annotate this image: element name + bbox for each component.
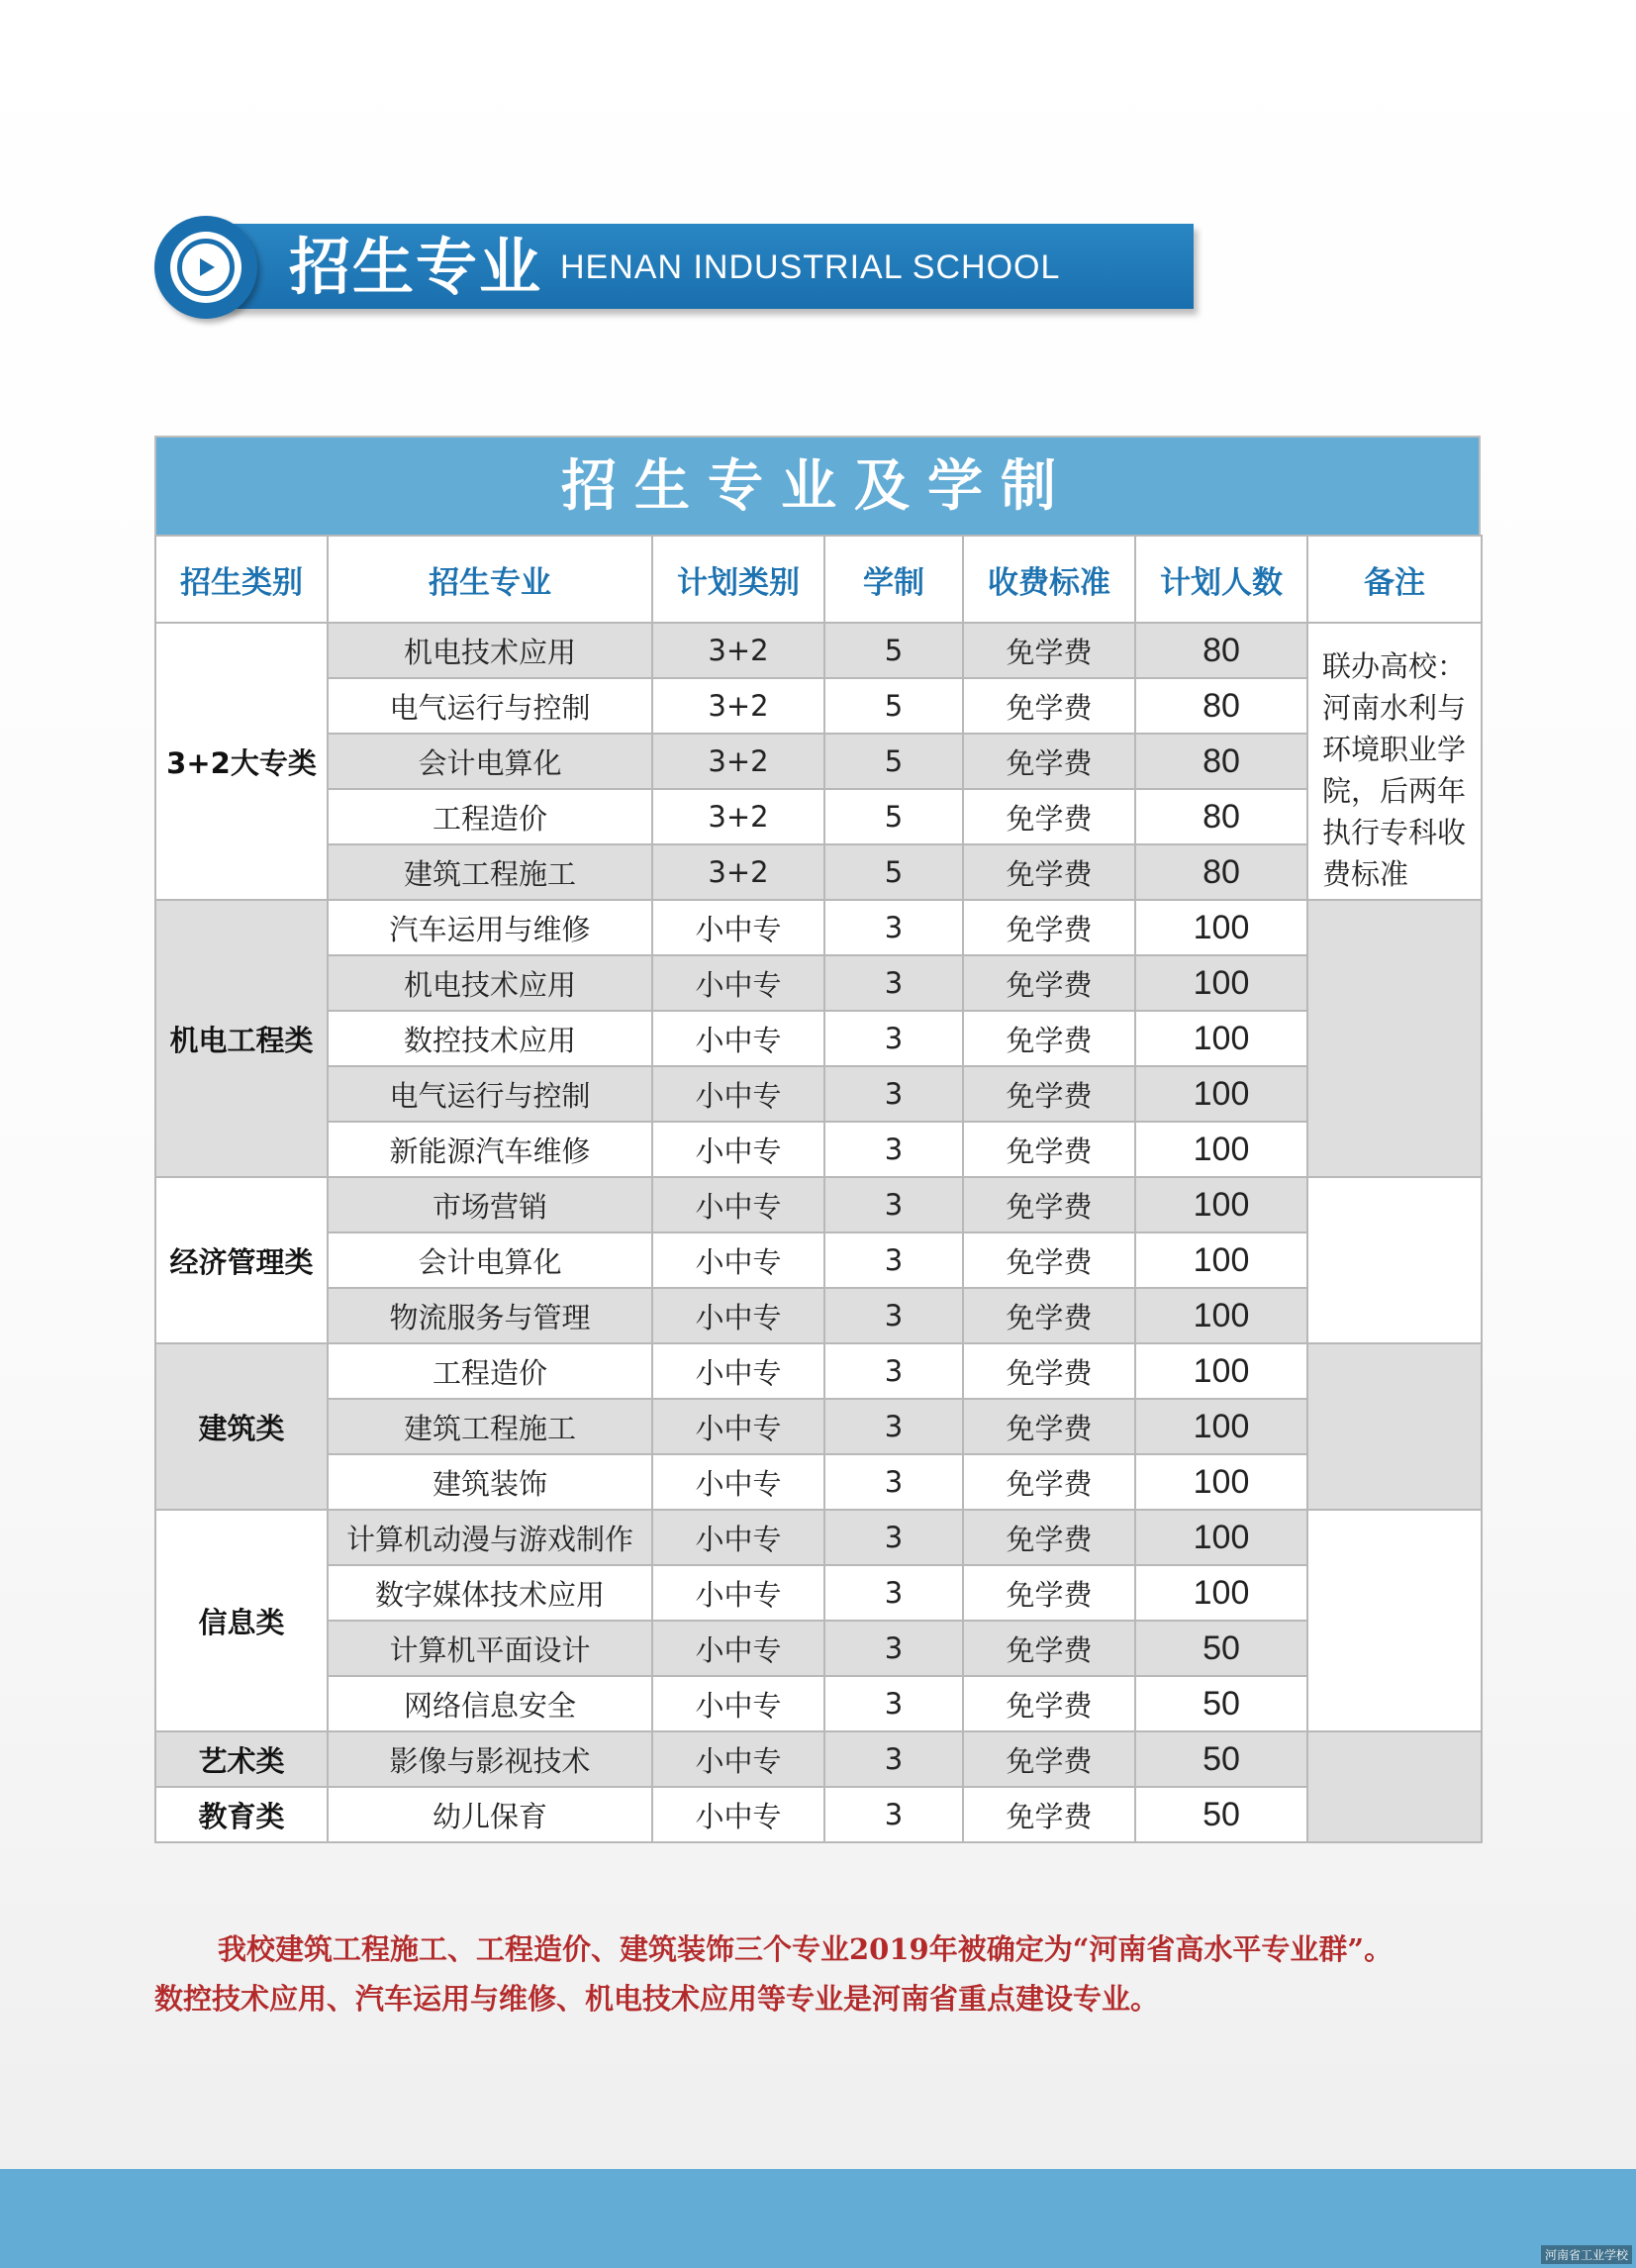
years-cell: 3 xyxy=(824,1731,963,1787)
major-cell: 影像与影视技术 xyxy=(328,1731,652,1787)
fee-cell: 免学费 xyxy=(963,1787,1135,1842)
plan-cell: 小中专 xyxy=(652,1510,824,1565)
table-row xyxy=(155,1177,1482,1233)
plan-cell: 小中专 xyxy=(652,1122,824,1177)
count-cell: 100 xyxy=(1135,955,1307,1011)
major-cell: 物流服务与管理 xyxy=(328,1288,652,1343)
category-cell: 3+2大专类 xyxy=(155,623,328,900)
major-cell: 网络信息安全 xyxy=(328,1676,652,1731)
years-cell: 3 xyxy=(824,1510,963,1565)
table-row xyxy=(155,734,1482,789)
table-row xyxy=(155,623,1482,678)
fee-cell: 免学费 xyxy=(963,900,1135,955)
major-cell: 市场营销 xyxy=(328,1177,652,1233)
plan-cell: 小中专 xyxy=(652,955,824,1011)
fee-cell: 免学费 xyxy=(963,1122,1135,1177)
count-cell: 100 xyxy=(1135,1454,1307,1510)
count-cell: 50 xyxy=(1135,1787,1307,1842)
fee-cell: 免学费 xyxy=(963,1454,1135,1510)
plan-cell: 小中专 xyxy=(652,1731,824,1787)
bottom-bar xyxy=(0,2169,1636,2268)
table-title: 招生专业及学制 xyxy=(154,436,1481,535)
plan-cell: 3+2 xyxy=(652,678,824,734)
major-cell: 计算机动漫与游戏制作 xyxy=(328,1510,652,1565)
table-row xyxy=(155,1565,1482,1621)
watermark: 河南省工业学校 xyxy=(1541,2245,1632,2264)
category-cell: 艺术类 xyxy=(155,1731,328,1787)
major-cell: 建筑工程施工 xyxy=(328,1399,652,1454)
fee-cell: 免学费 xyxy=(963,1399,1135,1454)
header-count: 计划人数 xyxy=(1135,536,1307,623)
header-note: 备注 xyxy=(1307,536,1482,623)
major-cell: 会计电算化 xyxy=(328,1233,652,1288)
table-row xyxy=(155,1454,1482,1510)
header-plan-type: 计划类别 xyxy=(652,536,824,623)
note-cell-empty xyxy=(1307,1510,1482,1731)
category-cell: 教育类 xyxy=(155,1787,328,1842)
table-header-row xyxy=(155,536,1482,623)
table-row xyxy=(155,1731,1482,1787)
note-cell-empty xyxy=(1307,900,1482,1177)
count-cell: 80 xyxy=(1135,844,1307,900)
table-row xyxy=(155,1011,1482,1066)
count-cell: 100 xyxy=(1135,1510,1307,1565)
table-row xyxy=(155,1787,1482,1842)
table-row xyxy=(155,1510,1482,1565)
years-cell: 3 xyxy=(824,1288,963,1343)
table-row xyxy=(155,1233,1482,1288)
plan-cell: 小中专 xyxy=(652,1621,824,1676)
fee-cell: 免学费 xyxy=(963,734,1135,789)
header-fee: 收费标准 xyxy=(963,536,1135,623)
years-cell: 3 xyxy=(824,1787,963,1842)
years-cell: 5 xyxy=(824,678,963,734)
years-cell: 5 xyxy=(824,789,963,844)
fee-cell: 免学费 xyxy=(963,789,1135,844)
fee-cell: 免学费 xyxy=(963,678,1135,734)
years-cell: 3 xyxy=(824,1676,963,1731)
count-cell: 100 xyxy=(1135,1288,1307,1343)
years-cell: 3 xyxy=(824,1454,963,1510)
category-cell: 信息类 xyxy=(155,1510,328,1731)
plan-cell: 3+2 xyxy=(652,623,824,678)
table-row xyxy=(155,789,1482,844)
fee-cell: 免学费 xyxy=(963,1288,1135,1343)
table-row xyxy=(155,1676,1482,1731)
fee-cell: 免学费 xyxy=(963,1731,1135,1787)
major-cell: 幼儿保育 xyxy=(328,1787,652,1842)
header-category: 招生类别 xyxy=(155,536,328,623)
count-cell: 100 xyxy=(1135,1343,1307,1399)
table-row xyxy=(155,1122,1482,1177)
count-cell: 100 xyxy=(1135,1233,1307,1288)
fee-cell: 免学费 xyxy=(963,955,1135,1011)
count-cell: 100 xyxy=(1135,1565,1307,1621)
count-cell: 100 xyxy=(1135,1011,1307,1066)
fee-cell: 免学费 xyxy=(963,1066,1135,1122)
major-cell: 建筑装饰 xyxy=(328,1454,652,1510)
footer-note xyxy=(154,1924,1481,2023)
major-cell: 计算机平面设计 xyxy=(328,1621,652,1676)
plan-cell: 小中专 xyxy=(652,1011,824,1066)
fee-cell: 免学费 xyxy=(963,1343,1135,1399)
plan-cell: 小中专 xyxy=(652,1399,824,1454)
count-cell: 50 xyxy=(1135,1731,1307,1787)
category-cell: 建筑类 xyxy=(155,1343,328,1510)
enrollment-table-container xyxy=(154,436,1481,1843)
major-cell: 新能源汽车维修 xyxy=(328,1122,652,1177)
plan-cell: 小中专 xyxy=(652,1676,824,1731)
header-years: 学制 xyxy=(824,536,963,623)
table-row xyxy=(155,1621,1482,1676)
years-cell: 3 xyxy=(824,1565,963,1621)
years-cell: 3 xyxy=(824,1343,963,1399)
count-cell: 50 xyxy=(1135,1676,1307,1731)
count-cell: 80 xyxy=(1135,789,1307,844)
table-row xyxy=(155,1288,1482,1343)
banner-badge xyxy=(154,216,257,319)
fee-cell: 免学费 xyxy=(963,1011,1135,1066)
count-cell: 100 xyxy=(1135,1177,1307,1233)
years-cell: 3 xyxy=(824,1233,963,1288)
plan-cell: 小中专 xyxy=(652,1066,824,1122)
plan-cell: 3+2 xyxy=(652,789,824,844)
fee-cell: 免学费 xyxy=(963,1621,1135,1676)
plan-cell: 小中专 xyxy=(652,1177,824,1233)
plan-cell: 小中专 xyxy=(652,900,824,955)
note-cell: 联办高校：河南水利与环境职业学院，后两年执行专科收费标准 xyxy=(1307,623,1482,900)
table-row xyxy=(155,900,1482,955)
plan-cell: 3+2 xyxy=(652,844,824,900)
plan-cell: 小中专 xyxy=(652,1565,824,1621)
major-cell: 数控技术应用 xyxy=(328,1011,652,1066)
major-cell: 汽车运用与维修 xyxy=(328,900,652,955)
table-row xyxy=(155,1399,1482,1454)
category-cell: 机电工程类 xyxy=(155,900,328,1177)
fee-cell: 免学费 xyxy=(963,1510,1135,1565)
plan-cell: 小中专 xyxy=(652,1343,824,1399)
fee-cell: 免学费 xyxy=(963,623,1135,678)
count-cell: 100 xyxy=(1135,900,1307,955)
banner-title: 招生专业 xyxy=(289,231,543,303)
years-cell: 3 xyxy=(824,1066,963,1122)
banner-subtitle: HENAN INDUSTRIAL SCHOOL xyxy=(560,248,1061,286)
table-row xyxy=(155,1343,1482,1399)
plan-cell: 3+2 xyxy=(652,734,824,789)
fee-cell: 免学费 xyxy=(963,844,1135,900)
years-cell: 3 xyxy=(824,955,963,1011)
years-cell: 5 xyxy=(824,734,963,789)
fee-cell: 免学费 xyxy=(963,1565,1135,1621)
fee-cell: 免学费 xyxy=(963,1233,1135,1288)
header-major: 招生专业 xyxy=(328,536,652,623)
plan-cell: 小中专 xyxy=(652,1787,824,1842)
note-cell-empty xyxy=(1307,1177,1482,1343)
years-cell: 3 xyxy=(824,1122,963,1177)
plan-cell: 小中专 xyxy=(652,1288,824,1343)
count-cell: 100 xyxy=(1135,1066,1307,1122)
major-cell: 机电技术应用 xyxy=(328,955,652,1011)
count-cell: 80 xyxy=(1135,678,1307,734)
category-cell: 经济管理类 xyxy=(155,1177,328,1343)
section-banner xyxy=(154,216,1196,319)
count-cell: 80 xyxy=(1135,623,1307,678)
major-cell: 数字媒体技术应用 xyxy=(328,1565,652,1621)
years-cell: 3 xyxy=(824,900,963,955)
footer-line-2: 数控技术应用、汽车运用与维修、机电技术应用等专业是河南省重点建设专业。 xyxy=(154,1982,1160,2016)
major-cell: 会计电算化 xyxy=(328,734,652,789)
years-cell: 3 xyxy=(824,1011,963,1066)
table-row xyxy=(155,678,1482,734)
major-cell: 机电技术应用 xyxy=(328,623,652,678)
fee-cell: 免学费 xyxy=(963,1676,1135,1731)
years-cell: 5 xyxy=(824,623,963,678)
years-cell: 3 xyxy=(824,1621,963,1676)
count-cell: 100 xyxy=(1135,1399,1307,1454)
years-cell: 3 xyxy=(824,1177,963,1233)
plan-cell: 小中专 xyxy=(652,1454,824,1510)
major-cell: 工程造价 xyxy=(328,789,652,844)
table-row xyxy=(155,844,1482,900)
enrollment-table xyxy=(154,535,1483,1843)
years-cell: 3 xyxy=(824,1399,963,1454)
note-cell-empty xyxy=(1307,1343,1482,1510)
table-row xyxy=(155,955,1482,1011)
note-cell-empty xyxy=(1307,1731,1482,1842)
years-cell: 5 xyxy=(824,844,963,900)
major-cell: 工程造价 xyxy=(328,1343,652,1399)
play-icon xyxy=(191,252,221,282)
count-cell: 80 xyxy=(1135,734,1307,789)
plan-cell: 小中专 xyxy=(652,1233,824,1288)
count-cell: 100 xyxy=(1135,1122,1307,1177)
fee-cell: 免学费 xyxy=(963,1177,1135,1233)
table-row xyxy=(155,1066,1482,1122)
footer-line-1: 我校建筑工程施工、工程造价、建筑装饰三个专业2019年被确定为“河南省高水平专业群”。 xyxy=(218,1932,1394,1966)
count-cell: 50 xyxy=(1135,1621,1307,1676)
major-cell: 建筑工程施工 xyxy=(328,844,652,900)
major-cell: 电气运行与控制 xyxy=(328,1066,652,1122)
major-cell: 电气运行与控制 xyxy=(328,678,652,734)
